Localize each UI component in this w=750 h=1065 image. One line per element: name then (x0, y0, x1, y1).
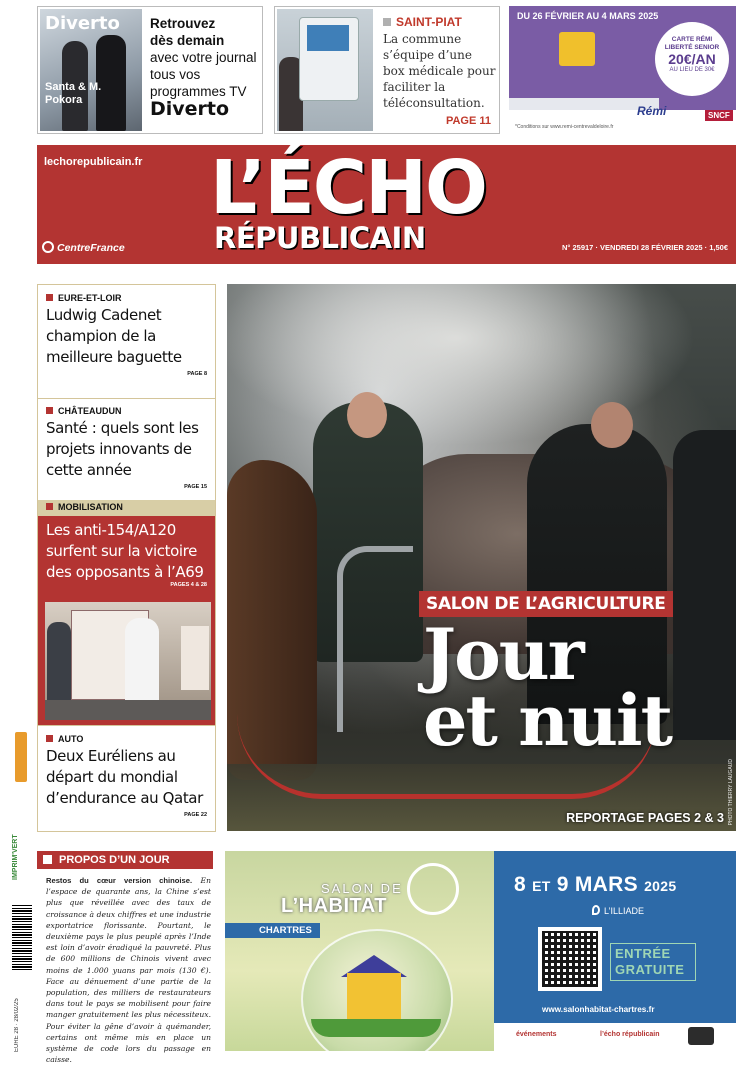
entry-line1: ENTRÉE (615, 946, 671, 961)
lead-label: SALON DE L’AGRICULTURE (419, 591, 673, 617)
lead-headline (423, 613, 723, 762)
house-icon (407, 863, 459, 915)
metal-rail (337, 546, 413, 732)
story-kicker-text: AUTO (58, 734, 84, 744)
propos-body: En l’espace de quarante ans, la Chine s’est plus que réveillée avec des taux de croissance à deux chiffres et une industrie exportatrice florissante. Pourtant, le deuxième pays le plus peuplé après l’Inde est loin d’avoir éradiqué la pauvreté. Plus de 600 millions de Chinois vivent avec moins de 1.000 yuans par mois (130 €). Face au dénuement d’une partie de la population, des milliers de restaurateurs dans tout le pays se mobilisent pour faire manger gratuitement les plus nécessiteux. Pour éviter la gêne d’avoir à quémander, certains ont même mis en place un système de code lors du passage en caisse. (46, 876, 211, 1065)
promo-diverto[interactable] (37, 6, 263, 134)
diverto-thumb-names: Santa & M. Pokora (45, 81, 102, 106)
imprim-vert-label: IMPRIM'VERT (12, 834, 19, 880)
story-headline: Les anti-154/A120 surfent sur la victoire des opposants à l’A69 (46, 521, 204, 581)
story-kicker-text: CHÂTEAUDUN (58, 406, 122, 416)
propos-header (37, 851, 213, 869)
story-sante[interactable] (38, 398, 215, 500)
ad-venue-text: L’ILLIADE (604, 906, 645, 916)
barcode (12, 904, 32, 970)
saint-piat-text: La commune s’équipe d’une box médicale pour faciliter la téléconsultation. (383, 32, 496, 110)
promo-line1: Retrouvez (150, 16, 216, 31)
saint-piat-kicker-text: SAINT-PIAT (396, 15, 462, 29)
story-mobilisation[interactable] (38, 500, 215, 725)
sponsor-events: événements (516, 1031, 557, 1038)
lead-headline-line1: Jour (423, 613, 583, 696)
left-column (37, 284, 216, 832)
story-headline: Santé : quels sont les projets innovants de cette année (46, 419, 199, 479)
ad-dates (514, 873, 676, 897)
story-headline: Ludwig Cadenet champion de la meilleure baguette (46, 306, 182, 366)
remi-instead: AU LIEU DE 30€ (669, 67, 715, 73)
story-kicker (38, 500, 215, 516)
square-bullet-icon (383, 18, 391, 26)
promo-line2: dès demain (150, 33, 225, 48)
ad-date-b: 9 MARS (556, 873, 638, 896)
ad-date-and: ET (532, 878, 551, 894)
story-page: PAGE 8 (187, 371, 207, 377)
centre-france-label: CentreFrance (57, 242, 125, 254)
ad-title-line1: SALON DE (321, 881, 403, 896)
remi-logo: Rémi (637, 104, 667, 118)
location-pin-icon (592, 905, 600, 915)
square-bullet-icon (46, 735, 53, 742)
story-page: PAGES 4 & 28 (170, 582, 207, 588)
promo-saint-piat[interactable] (274, 6, 500, 134)
story-page: PAGE 22 (184, 812, 207, 818)
saint-piat-page: PAGE 11 (445, 115, 491, 127)
promo-remi-ad[interactable] (509, 6, 736, 134)
medical-box-photo (277, 9, 373, 131)
photo-credit: PHOTO THIERRY LAUGAUD (728, 758, 734, 825)
sponsor-logo-icon (688, 1027, 714, 1045)
gift-icon (559, 32, 595, 66)
propos-title: PROPOS D’UN JOUR (59, 854, 170, 866)
diverto-thumb-logo: Diverto (45, 13, 120, 34)
square-bullet-icon (43, 855, 52, 864)
issue-info: N° 25917 · VENDREDI 28 FÉVRIER 2025 · 1,50€ (562, 243, 728, 252)
lead-headline-line2: et nuit (423, 679, 671, 762)
qr-code[interactable] (538, 927, 602, 991)
square-bullet-icon (46, 503, 53, 510)
sncf-logo: SNCF (705, 110, 733, 121)
story-kicker (46, 406, 215, 416)
protest-photo (45, 602, 211, 720)
story-kicker (46, 293, 215, 303)
story-headline: Deux Euréliens au départ du mondial d’endurance au Qatar (46, 747, 203, 807)
newspaper-subtitle: RÉPUBLICAIN (214, 221, 426, 255)
propos-text (46, 875, 211, 1065)
propos-box[interactable] (37, 851, 213, 1065)
centre-france-icon (42, 241, 54, 253)
site-url[interactable]: lechorepublicain.fr (44, 156, 143, 168)
ad-info (494, 851, 736, 1023)
house-illustration (347, 973, 401, 1019)
lead-reportage: REPORTAGE PAGES 2 & 3 (566, 811, 724, 825)
remi-price-badge (655, 22, 729, 96)
remi-card-name: CARTE RÉMI LIBERTÉ SENIOR (664, 36, 720, 51)
free-entry-badge (610, 943, 696, 981)
promo-line3: avec votre journal tous vos programmes TV (150, 50, 257, 99)
ad-url[interactable]: www.salonhabitat-chartres.fr (542, 1005, 655, 1014)
story-baguette[interactable] (38, 285, 215, 399)
square-bullet-icon (46, 294, 53, 301)
story-auto[interactable] (38, 725, 215, 832)
sponsor-strip (494, 1023, 736, 1051)
ad-city: CHARTRES (225, 923, 320, 938)
ad-date-a: 8 (514, 873, 526, 896)
saint-piat-kicker (383, 15, 462, 29)
recycle-tag-icon (15, 732, 27, 782)
story-kicker (46, 734, 215, 744)
story-page: PAGE 15 (184, 484, 207, 490)
story-kicker-text: EURE-ET-LOIR (58, 293, 122, 303)
edition-code: EURE 28 · 28/02/25 (14, 998, 20, 1052)
entry-line2: GRATUITE (615, 962, 685, 977)
ad-visual (225, 851, 494, 1051)
sponsor-echo: l’écho républicain (600, 1031, 660, 1038)
story-kicker-text: MOBILISATION (58, 502, 123, 512)
remi-conditions: *Conditions sur www.remi-centrevaldeloire.fr (515, 124, 614, 130)
propos-lead: Restos du cœur version chinoise. (46, 876, 193, 885)
ad-venue (592, 905, 644, 916)
centre-france-logo (42, 241, 125, 254)
diverto-cover-thumbnail (40, 9, 142, 131)
ad-title-line2: L’HABITAT (281, 895, 387, 917)
diverto-promo-text (150, 15, 262, 118)
salon-habitat-ad[interactable] (225, 851, 736, 1051)
newspaper-title: L’ÉCHO (210, 145, 486, 231)
diverto-brand: Diverto (150, 98, 230, 120)
remi-dates: DU 26 FÉVRIER AU 4 MARS 2025 (517, 11, 659, 21)
square-bullet-icon (46, 407, 53, 414)
remi-price: 20€/AN (668, 51, 716, 67)
ad-year: 2025 (644, 878, 677, 894)
print-marks (12, 732, 32, 1052)
masthead (37, 145, 736, 264)
lead-story[interactable] (227, 284, 736, 831)
